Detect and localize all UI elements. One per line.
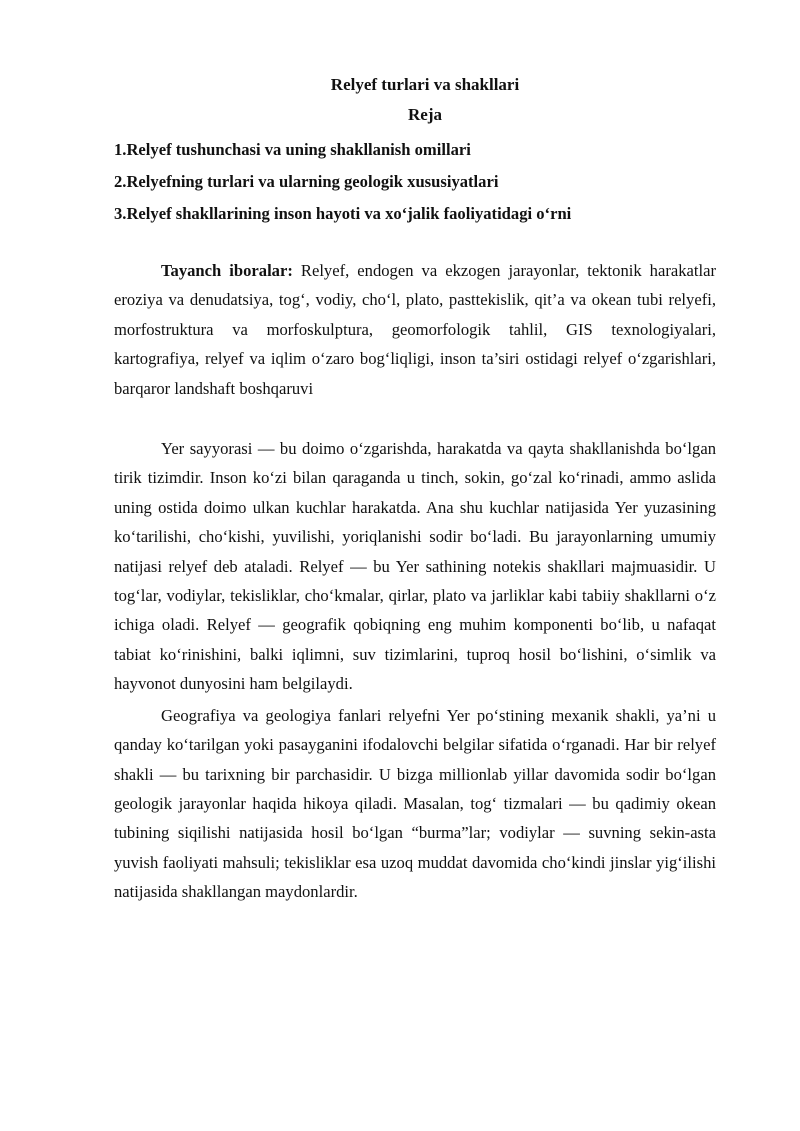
- body-paragraph: Geografiya va geologiya fanlari relyefni Yer po‘stining mexanik shakli, ya’ni u qanday ko‘tarilgan yoki pasayganini ifodalovchi belgilar sifatida o‘rganadi. Har bir relyef shakli — bu tarixning bir parchasidir. U bizga millionlab yillar davomida sodir bo‘lgan geologik jarayonlar haqida hikoya qiladi. Masalan, tog‘ tizmalari — bu qadimiy okean tubining siqilishi natijasida hosil bo‘lgan “burma”lar; vodiylar — suvning sekin-asta yuvish faoliyati mahsuli; tekisliklar esa uzoq muddat davomida cho‘kindi jinslar yig‘ilishi natijasida shakllangan maydonlardir.: [114, 705, 716, 902]
- plan-item: 3.Relyef shakllarining inson hayoti va xo‘jalik faoliyatidagi o‘rni: [114, 204, 572, 223]
- body-paragraph: Yer sayyorasi — bu doimo o‘zgarishda, harakatda va qayta shakllanishda bo‘lgan tirik tizimdir. Inson ko‘zi bilan qaraganda u tinch, sokin, go‘zal ko‘rinadi, ammo aslida uning ostida doimo ulkan kuchlar harakatda. Ana shu kuchlar natijasida Yer yuzasining ko‘tarilishi, cho‘kishi, yuvilishi, yoriqlanishi sodir bo‘ladi. Bu jarayonlarning umumiy natijasi relyef deb ataladi. Relyef — bu Yer sathining notekis shakllari majmuasidir. U tog‘lar, vodiylar, tekisliklar, cho‘kmalar, qirlar, plato va jarliklar kabi tabiiy shakllarni o‘z ichiga oladi. Relyef — geografik qobiqning eng muhim komponenti bo‘lib, u nafaqat tabiat ko‘rinishini, balki iqlimni, suv tizimlarini, tuproq hosil bo‘lishini, o‘simlik va hayvonot dunyosini ham belgilaydi.: [114, 439, 716, 694]
- plan-item: 2.Relyefning turlari va ularning geologik xususiyatlari: [114, 172, 499, 191]
- document-title: Relyef turlari va shakllari: [330, 75, 520, 94]
- keywords-label: Tayanch iboralar:: [161, 261, 293, 280]
- keywords-paragraph: [114, 256, 716, 403]
- plan-list: [114, 134, 716, 230]
- keywords-text: Relyef, endogen va ekzogen jarayonlar, tektonik harakatlar eroziya va denudatsiya, tog‘, vodiy, cho‘l, plato, pasttekislik, qit’a va okean tubi relyefi, morfostruktura va morfoskulptura, geomorfologik tahlil, GIS texnologiyalari, kartografiya, relyef va iqlim o‘zaro bog‘liqligi, inson ta’siri ostidagi relyef o‘zgarishlari, barqaror landshaft boshqaruvi: [114, 261, 716, 398]
- plan-heading: Reja: [408, 105, 442, 124]
- plan-item: 1.Relyef tushunchasi va uning shakllanish omillari: [114, 140, 471, 159]
